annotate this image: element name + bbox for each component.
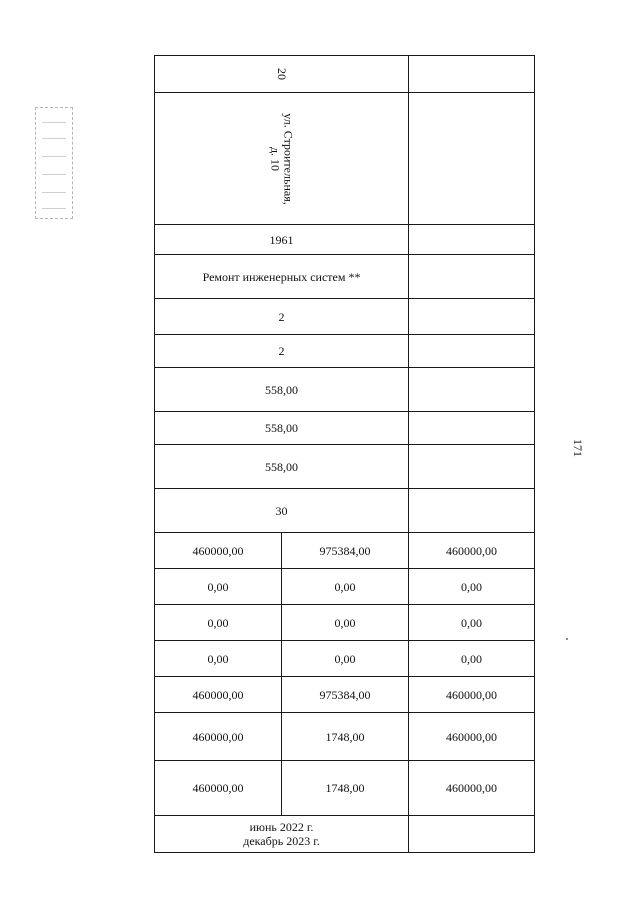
empty-cell [409, 816, 535, 853]
cost-cell: 0,00 [409, 641, 535, 677]
cost-cell: 460000,00 [155, 761, 282, 816]
residents-cell: 30 [155, 489, 409, 533]
value-a-cell: 2 [155, 299, 409, 335]
value-b-cell: 2 [155, 335, 409, 368]
year-cell: 1961 [155, 225, 409, 255]
cost-cell: 460000,00 [155, 713, 282, 761]
address-text [268, 113, 294, 204]
cost-cell: 460000,00 [155, 533, 282, 569]
cost-cell: 1748,00 [282, 761, 409, 816]
cost-cell: 460000,00 [409, 761, 535, 816]
cost-cell: 0,00 [155, 569, 282, 605]
page-number: 171 [571, 439, 585, 457]
area-3-cell: 558,00 [155, 445, 409, 489]
table-row [155, 93, 535, 225]
table-row [155, 445, 535, 489]
cost-cell: 0,00 [282, 569, 409, 605]
cost-cell: 0,00 [282, 605, 409, 641]
scan-speck [566, 638, 568, 640]
empty-cell [409, 368, 535, 412]
empty-cell [409, 93, 535, 225]
area-1-cell: 558,00 [155, 368, 409, 412]
row-number-cell [155, 56, 409, 93]
area-2-cell: 558,00 [155, 412, 409, 445]
address-cell [155, 93, 409, 225]
table-row [155, 489, 535, 533]
period-cell [155, 816, 409, 853]
cost-row [155, 605, 535, 641]
cost-row [155, 641, 535, 677]
address-street: ул. Строительная, [281, 112, 296, 205]
row-number: 20 [274, 68, 289, 80]
cost-row [155, 677, 535, 713]
period-start: июнь 2022 г. [249, 820, 314, 834]
cost-cell: 460000,00 [409, 677, 535, 713]
cost-row [155, 713, 535, 761]
cost-cell: 975384,00 [282, 677, 409, 713]
faded-stamp-mark [35, 107, 73, 219]
table-row [155, 225, 535, 255]
table-row [155, 255, 535, 299]
table-row [155, 412, 535, 445]
cost-row [155, 761, 535, 816]
cost-cell: 0,00 [409, 605, 535, 641]
cost-cell: 0,00 [155, 605, 282, 641]
empty-cell [409, 489, 535, 533]
cost-cell: 0,00 [155, 641, 282, 677]
cost-cell: 1748,00 [282, 713, 409, 761]
cost-row [155, 533, 535, 569]
empty-cell [409, 299, 535, 335]
cost-cell: 0,00 [409, 569, 535, 605]
cost-cell: 0,00 [282, 641, 409, 677]
empty-cell [409, 445, 535, 489]
cost-cell: 460000,00 [409, 713, 535, 761]
cost-cell: 460000,00 [155, 677, 282, 713]
empty-cell [409, 255, 535, 299]
address-house: д. 10 [268, 146, 283, 171]
work-type-cell: Ремонт инженерных систем ** [155, 255, 409, 299]
cost-cell: 460000,00 [409, 533, 535, 569]
table-row [155, 816, 535, 853]
empty-cell [409, 225, 535, 255]
table-row [155, 299, 535, 335]
empty-cell [409, 335, 535, 368]
empty-cell [409, 56, 535, 93]
table-row [155, 56, 535, 93]
cost-row [155, 569, 535, 605]
table-row [155, 368, 535, 412]
period-end: декабрь 2023 г. [243, 834, 320, 848]
table-row [155, 335, 535, 368]
repair-program-table [154, 55, 535, 853]
empty-cell [409, 412, 535, 445]
cost-cell: 975384,00 [282, 533, 409, 569]
